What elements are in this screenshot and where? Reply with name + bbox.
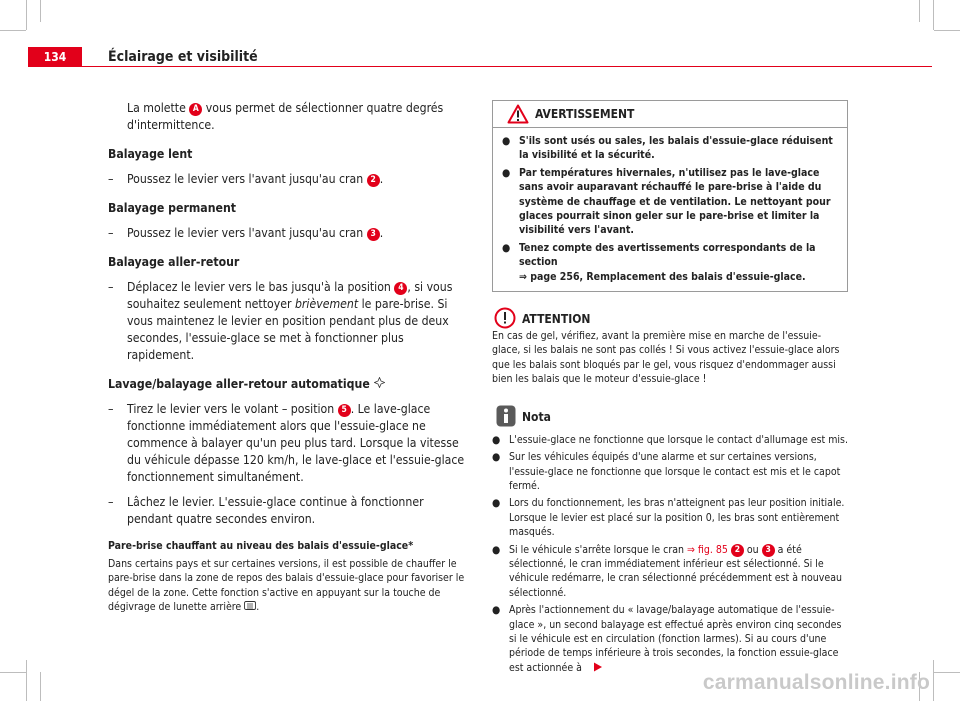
marker-badge: 4 — [394, 282, 407, 295]
crop-mark — [934, 30, 960, 31]
list-item — [502, 166, 839, 238]
item-text: Poussez le levier vers l'avant jusqu'au cran — [127, 226, 367, 240]
list-item — [108, 494, 468, 528]
crop-mark — [40, 672, 41, 701]
nota-section — [492, 407, 848, 676]
list-item — [492, 433, 848, 447]
heading-text: Lavage/balayage aller-retour automatique — [108, 377, 370, 391]
crop-mark — [26, 0, 27, 30]
warning-title: AVERTISSEMENT — [535, 107, 635, 121]
heading-balayage-aller-retour: Balayage aller-retour — [108, 255, 240, 269]
dash: – — [108, 495, 114, 509]
warning-text: Par températures hivernales, n'utilisez pas le lave-glace sans avoir auparavant réchauffé le pare-brise à l'aide du système de chauffage et de ventilation. Le nettoyant pour glaces pourrait sinon geler sur le pare-brise et limiter la visibilité vers l'avant. — [519, 166, 831, 237]
info-note-icon — [496, 405, 516, 427]
bullet: ● — [502, 241, 511, 254]
item-text-end: le pare-brise. Si vous maintenez le levier en position pendant plus de deux secondes, l'essuie-glace se met à fonctionner plus rapidement. — [127, 297, 449, 362]
nota-text: L'essuie-glace ne fonctionne que lorsque le contact d'allumage est mis. — [509, 433, 848, 446]
heading-balayage-lent: Balayage lent — [108, 147, 193, 161]
nota-text-end: a été sélectionné, le cran immédiatement inférieur est sélectionné. Si le véhicule redémarre, le cran sélectionné précédemment est à nouveau sélectionné. — [509, 543, 842, 599]
rear-defrost-icon — [244, 601, 256, 611]
crop-mark — [26, 660, 27, 701]
page-title: Éclairage et visibilité — [108, 49, 258, 65]
item-text-end: . Le lave-glace fonctionne immédiatement alors que l'essuie-glace ne commence à balayer qu'un peu plus tard. Lorsque la vitesse du véhicule dépasse 120 km/h, le lave-glace et l'essuie-glace fonctionnement simultanément. — [127, 402, 465, 484]
list-item — [492, 603, 848, 675]
crop-mark — [933, 660, 934, 701]
bullet: ● — [502, 166, 511, 179]
list-item — [108, 401, 468, 486]
marker-badge: 5 — [338, 404, 351, 417]
attention-title: ATTENTION — [522, 312, 591, 327]
left-column — [108, 100, 468, 615]
item-text: Lâchez le levier. L'essuie-glace continue à fonctionner pendant quatre secondes environ. — [127, 495, 424, 526]
marker-badge: 3 — [762, 544, 775, 557]
marker-badge: 2 — [731, 544, 744, 557]
page-number: 134 — [28, 47, 82, 67]
nota-text-mid: ou — [743, 543, 762, 556]
attention-circle-icon — [494, 307, 516, 329]
marker-a-badge: A — [189, 103, 202, 116]
heated-text: Dans certains pays et sur certaines versions, il est possible de chauffer le pare-brise dans la zone de repos des balais d'essuie-glace pour favoriser le dégel de la zone. Cette fonction s'active en appuyant sur la touche de dégivrage de lunette arrière — [108, 558, 465, 614]
list-item — [492, 543, 848, 601]
crop-mark — [933, 0, 934, 30]
item-text-mid: , si vous souhaitez seulement nettoyer — [127, 280, 453, 311]
dash: – — [108, 172, 114, 186]
crop-mark — [0, 672, 26, 673]
nota-list — [492, 433, 848, 676]
attention-header — [492, 309, 848, 329]
nota-text: Sur les véhicules équipés d'une alarme et sur certaines versions, l'essuie-glace ne fonctionne que lorsque le contact est mis et le capot fermé. — [509, 451, 841, 492]
attention-section — [492, 309, 848, 387]
intro-text-end: vous permet de sélectionner quatre degrés d'intermittence. — [127, 101, 444, 132]
warning-text: Tenez compte des avertissements correspondants de la section — [519, 241, 816, 269]
heading-balayage-permanent: Balayage permanent — [108, 201, 236, 215]
right-column — [492, 100, 848, 678]
warning-header — [493, 101, 847, 128]
sun-outline-icon — [374, 377, 385, 388]
watermark: carmanualsonline.info — [702, 671, 930, 694]
nota-header — [492, 407, 848, 427]
dash: – — [108, 280, 114, 294]
list-item — [108, 171, 468, 188]
item-text: Déplacez le levier vers le bas jusqu'à la position — [127, 280, 395, 294]
item-text: Tirez le levier vers le volant – position — [127, 402, 338, 416]
intro-text: La molette — [127, 101, 190, 115]
warning-reference-link[interactable]: ⇒ page 256, Remplacement des balais d'essuie-glace. — [519, 270, 806, 283]
bullet: ● — [502, 135, 511, 147]
intro-paragraph — [108, 100, 468, 134]
nota-title: Nota — [522, 409, 551, 424]
dash: – — [108, 402, 114, 416]
header-divider — [82, 66, 932, 67]
crop-mark — [40, 0, 41, 22]
list-item — [492, 496, 848, 539]
dash: – — [108, 226, 114, 240]
bullet: ● — [492, 451, 501, 464]
list-item — [108, 225, 468, 242]
nota-text: Lors du fonctionnement, les bras n'atteignent pas leur position initiale. Lorsque le levier est placé sur la position 0, les bras sont entièrement masqués. — [509, 497, 845, 539]
warning-text: S'ils sont usés ou sales, les balais d'essuie-glace réduisent la visibilité et la sécurité. — [519, 135, 833, 162]
list-item — [492, 450, 848, 493]
warning-box — [492, 100, 848, 292]
marker-badge: 2 — [367, 174, 380, 187]
item-text-end: . — [379, 172, 384, 186]
nota-text: Après l'actionnement du « lavage/balayage automatique de l'essuie-glace », un second balayage est effectué après environ cinq secondes si le véhicule est en circulation (fonction larmes). Si au cours d'une période de temps inférieure à trois secondes, la fonction essuie-glace est actionnée à — [509, 604, 842, 674]
crop-mark — [0, 30, 26, 31]
marker-badge: 3 — [367, 228, 380, 241]
fig-reference-link[interactable]: ⇒ fig. 85 — [686, 543, 728, 556]
item-text-end: . — [379, 226, 384, 240]
attention-text: En cas de gel, vérifiez, avant la première mise en marche de l'essuie-glace, si les balais ne sont pas collés ! Si vous activez l'essuie-glace alors que les balais sont bloqués par le gel, vous risquez d'endommager aussi bien les balais que le moteur d'essuie-glace ! — [492, 330, 840, 386]
list-item — [108, 279, 468, 364]
bullet: ● — [492, 497, 501, 510]
item-emphasis: brièvement — [294, 297, 359, 311]
item-text: Poussez le levier vers l'avant jusqu'au cran — [127, 172, 367, 186]
bullet: ● — [492, 433, 501, 446]
crop-mark — [919, 0, 920, 22]
crop-mark — [934, 672, 960, 673]
nota-text: Si le véhicule s'arrête lorsque le cran — [509, 543, 687, 556]
list-item — [502, 134, 839, 163]
heated-paragraph: Dans certains pays et sur certaines versions, il est possible de chauffer le pare-brise dans la zone de repos des balais d'essuie-glace pour favoriser le dégel de la zone. Cette fonction s'active en appuyant sur la touche de dégivrage de lunette arrière . — [108, 558, 465, 614]
heading-pare-brise-chauffant: Pare-brise chauffant au niveau des balais d'essuie-glace* — [108, 540, 414, 552]
warning-triangle-icon — [507, 104, 529, 124]
list-item — [502, 241, 839, 284]
warning-body — [493, 128, 847, 291]
bullet: ● — [492, 604, 501, 617]
bullet: ● — [492, 543, 501, 556]
heading-lavage-automatique — [108, 376, 468, 393]
